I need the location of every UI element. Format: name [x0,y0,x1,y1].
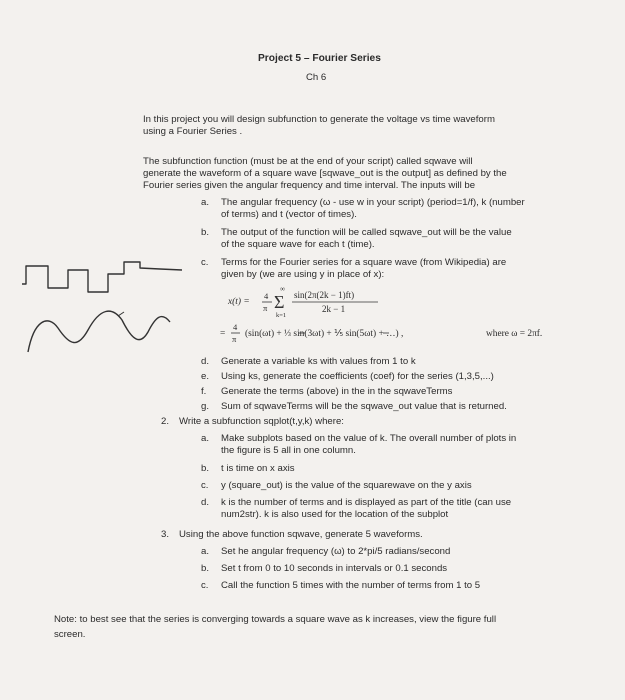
sine-wave-sketch [28,311,170,352]
formula-line-2: (sin(ωt) + ⅓ sin(3ωt) + ⅕ sin(5ωt) + …) , [245,329,404,339]
item-2-text: Write a subfunction sqplot(t,y,k) where: [179,416,344,427]
item-2a-marker: a. [201,433,210,444]
sub-f-marker: f. [201,386,207,397]
item-3b-marker: b. [201,563,210,574]
item-2b-text: t is time on x axis [221,463,295,474]
formula-line2-num: 4 [233,322,238,332]
item-3-marker: 3. [161,529,170,540]
item-3b-text: Set t from 0 to 10 seconds in intervals or 0.1 seconds [221,563,448,574]
chapter-label: Ch 6 [306,72,327,83]
item-2a-line-1: Make subplots based on the value of k. The overall number of plots in [221,433,517,444]
item-2d-marker: d. [201,497,210,508]
sub-a-line-2: of terms) and t (vector of times). [221,209,357,220]
sub-b-line-1: The output of the function will be called sqwave_out will be the value [221,227,512,238]
sub-b-marker: b. [201,227,210,238]
formula-frac-den: π [263,303,268,313]
square-wave-sketch [22,262,182,292]
item-3a-marker: a. [201,546,210,557]
formula-equals: = [220,329,226,339]
note-line-1: Note: to best see that the series is converging towards a square wave as k increases, view the figure full [54,614,497,625]
formula-inner-num: sin(2π(2k − 1)ft) [294,290,355,300]
item-2c-marker: c. [201,480,209,491]
sub-g-marker: g. [201,401,210,412]
sub-c-line-2: given by (we are using y in place of x): [221,269,385,280]
document-title: Project 5 – Fourier Series [258,53,381,64]
item-2b-marker: b. [201,463,210,474]
item-2-marker: 2. [161,416,170,427]
sub-c-line-1: Terms for the Fourier series for a square wave (from Wikipedia) are [221,257,507,268]
item-2a-line-2: the figure is 5 all in one column. [221,445,356,456]
para-line-2: generate the waveform of a square wave [sqwave_out is the output] as defined by the [143,168,507,179]
sub-f-text: Generate the terms (above) in the in the sqwaveTerms [221,386,453,397]
sub-d-text: Generate a variable ks with values from 1 to k [221,356,416,367]
formula-where: where ω = 2πf. [486,329,543,339]
sub-b-line-2: of the square wave for each t (time). [221,239,375,250]
sub-g-text: Sum of sqwaveTerms will be the sqwave_out value that is returned. [221,401,507,412]
item-2d-line-2: num2str). k is also used for the location of the subplot [221,509,449,520]
sub-a-line-1: The angular frequency (ω - use w in your script) (period=1/f), k (number [221,197,525,208]
sub-a-marker: a. [201,197,210,208]
item-3c-marker: c. [201,580,209,591]
sub-e-text: Using ks, generate the coefficients (coef) for the series (1,3,5,...) [221,371,494,382]
sub-e-marker: e. [201,371,210,382]
sine-stroke-end [118,312,124,316]
formula-sum-bottom: k=1 [276,312,287,319]
formula-frac-num: 4 [264,291,269,301]
sum-symbol: Σ [274,292,285,312]
para-line-1: The subfunction function (must be at the end of your script) called sqwave will [143,156,473,167]
formula-lhs: x(t) = [228,297,250,307]
intro-line-2: using a Fourier Series . [143,126,243,137]
formula-line2-den: π [232,334,237,344]
para-line-3: Fourier series given the angular frequency and time interval. The inputs will be [143,180,476,191]
formula-inner-den: 2k − 1 [322,304,346,314]
formula-sum-top: ∞ [280,285,285,293]
note-line-2: screen. [54,629,86,640]
sub-d-marker: d. [201,356,210,367]
item-2c-text: y (square_out) is the value of the squarewave on the y axis [221,480,472,491]
item-2d-line-1: k is the number of terms and is displayed as part of the title (can use [221,497,512,508]
item-3-text: Using the above function sqwave, generate 5 waveforms. [179,529,423,540]
item-3a-text: Set he angular frequency (ω) to 2*pi/5 radians/second [221,546,451,557]
intro-line-1: In this project you will design subfunction to generate the voltage vs time waveform [143,114,495,125]
item-3c-text: Call the function 5 times with the number of terms from 1 to 5 [221,580,481,591]
sub-c-marker: c. [201,257,209,268]
